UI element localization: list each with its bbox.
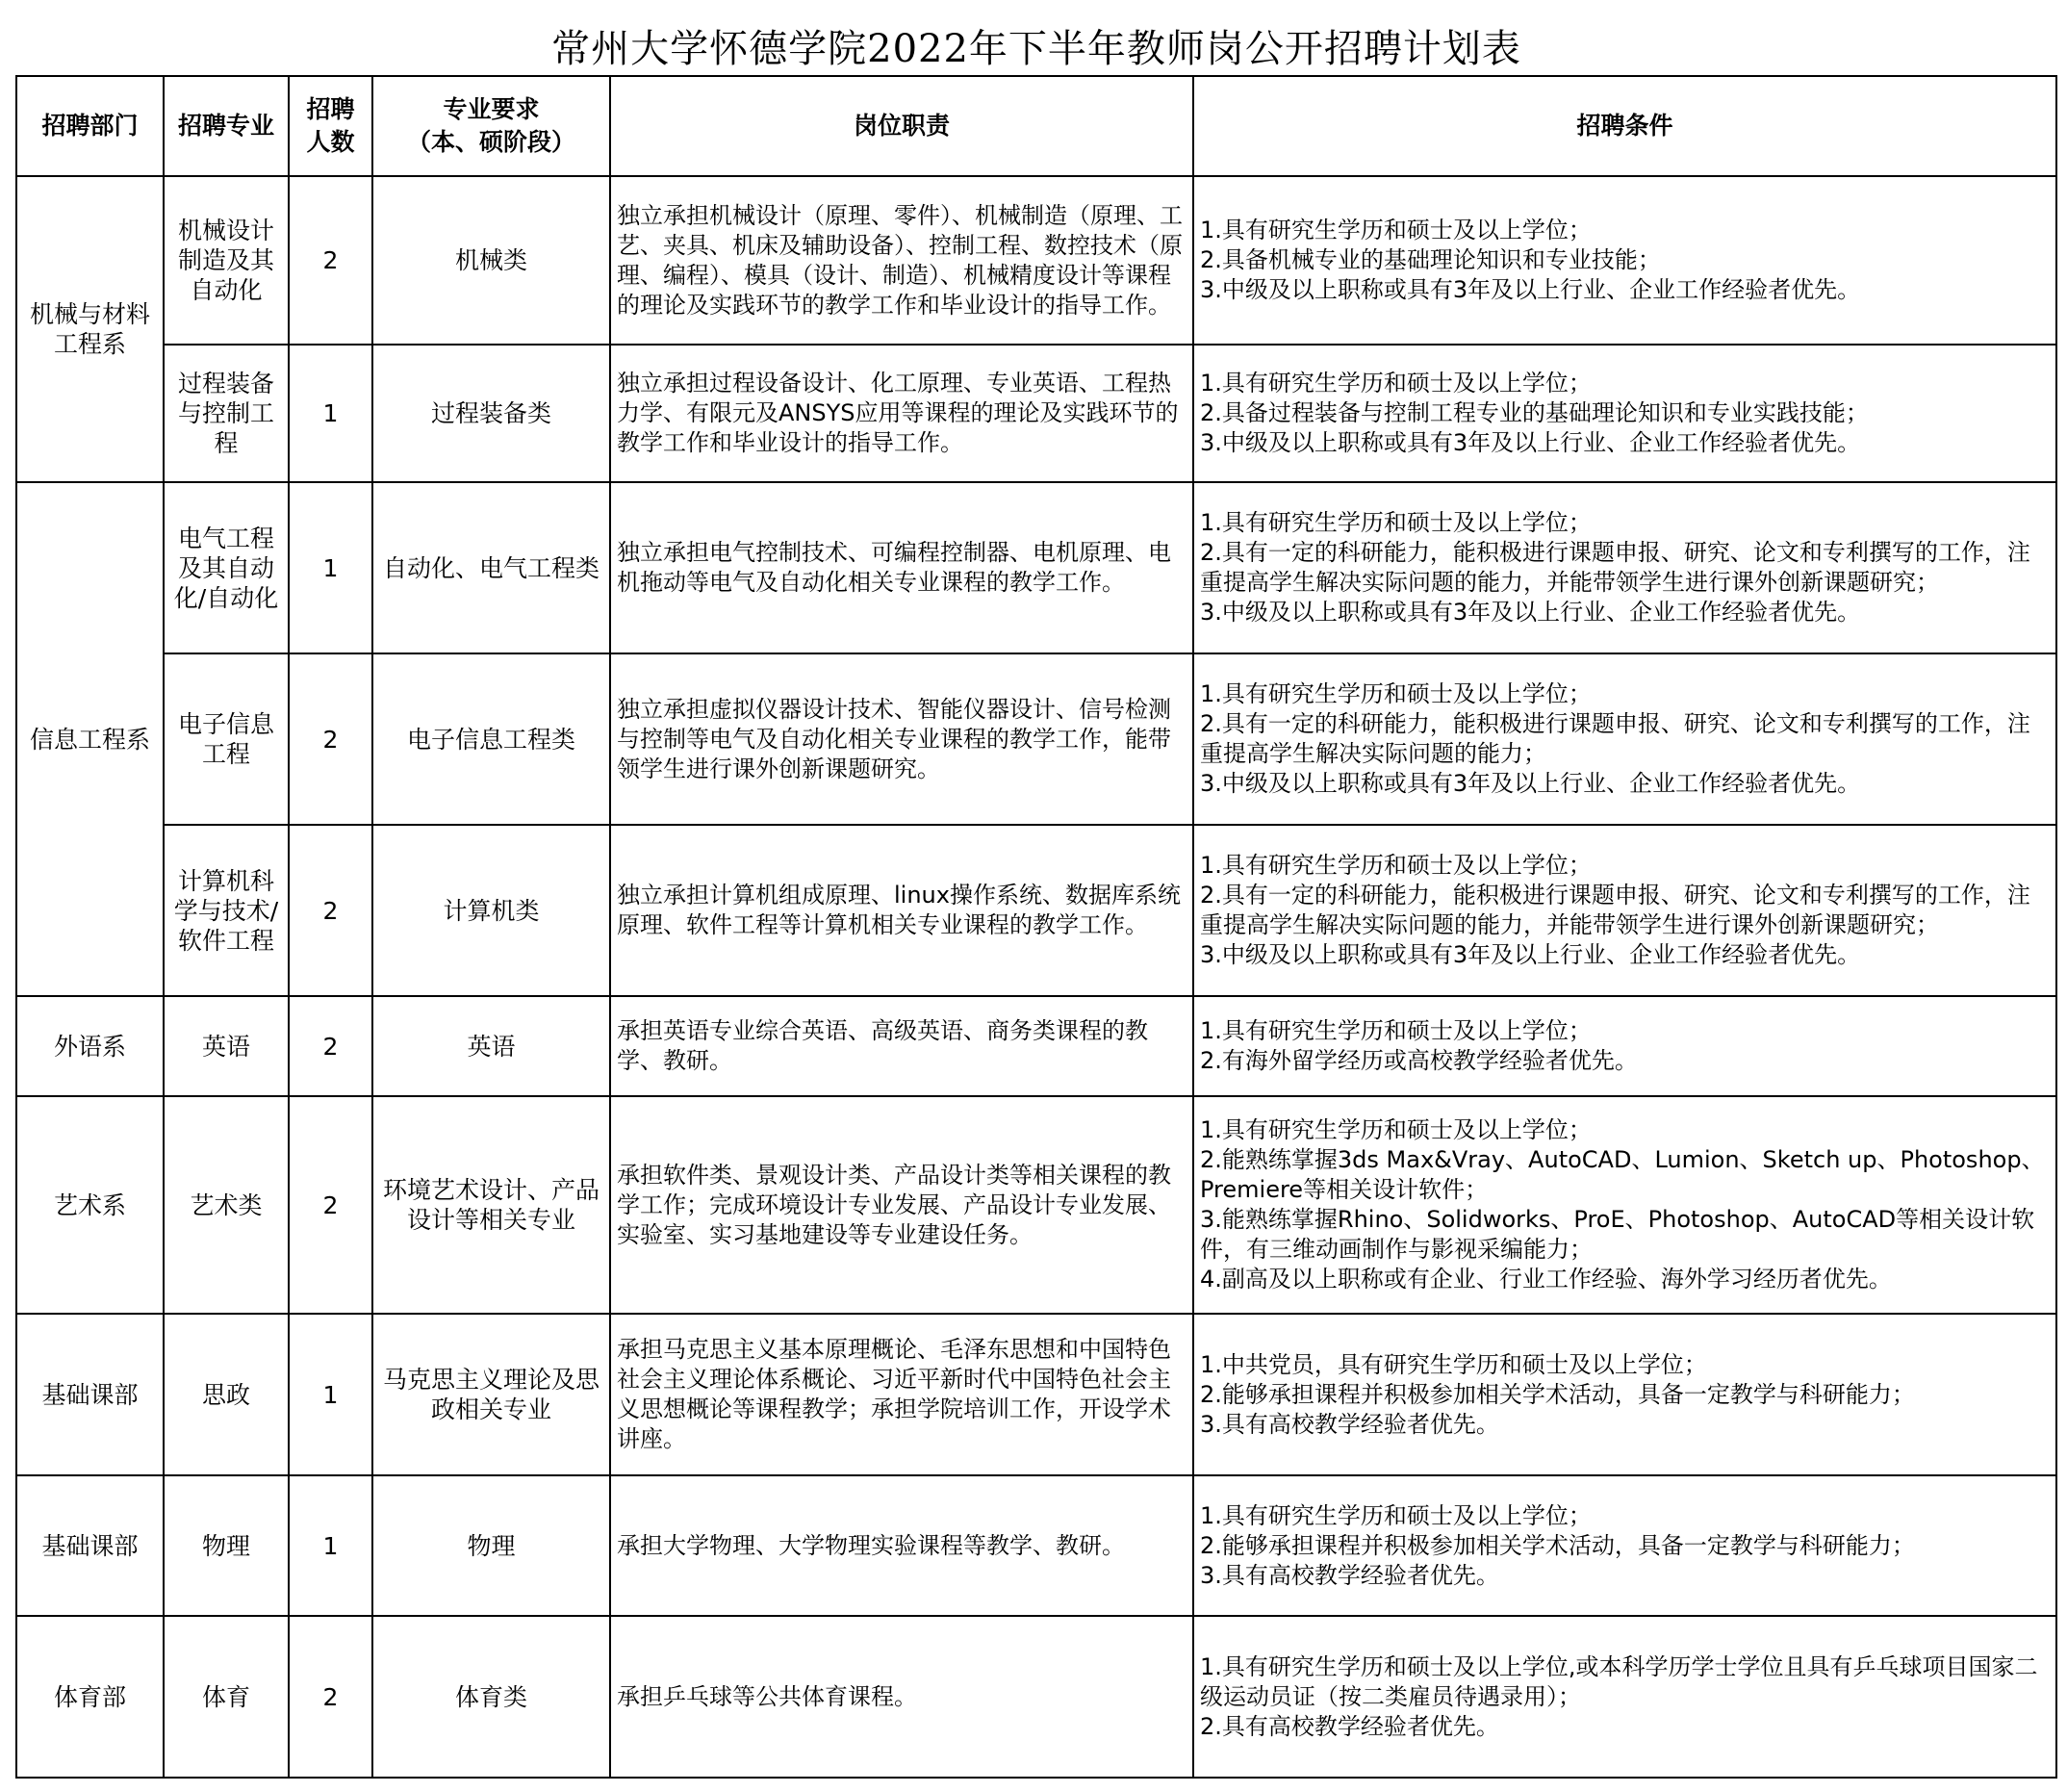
conditions-cell [1193, 1616, 2056, 1778]
conditions-cell [1193, 1314, 2056, 1475]
major-cell: 物理 [164, 1475, 289, 1616]
major-cell: 机械设计 制造及其 自动化 [164, 176, 289, 345]
requirement-cell: 马克思主义理论及思政相关专业 [372, 1314, 610, 1475]
major-cell: 艺术类 [164, 1096, 289, 1314]
condition-item: 3.中级及以上职称或具有3年及以上行业、企业工作经验者优先。 [1200, 429, 1861, 456]
condition-item: 4.副高及以上职称或有企业、行业工作经验、海外学习经历者优先。 [1200, 1266, 1892, 1293]
condition-item: 3.中级及以上职称或具有3年及以上行业、企业工作经验者优先。 [1200, 770, 1861, 797]
major-cell: 电气工程 及其自动 化/自动化 [164, 482, 289, 653]
duty-cell: 承担软件类、景观设计类、产品设计类等相关课程的教学工作；完成环境设计专业发展、产品设计专业发展、实验室、实习基地建设等专业建设任务。 [610, 1096, 1193, 1314]
header-duty: 岗位职责 [610, 76, 1193, 176]
condition-item: 3.中级及以上职称或具有3年及以上行业、企业工作经验者优先。 [1200, 276, 1861, 303]
table-row [16, 1314, 2056, 1475]
table-row [16, 1616, 2056, 1778]
header-conditions: 招聘条件 [1193, 76, 2056, 176]
count-cell: 2 [289, 825, 372, 996]
table-row [16, 482, 2056, 653]
condition-item: 1.具有研究生学历和硕士及以上学位； [1200, 680, 1592, 707]
condition-item: 1.具有研究生学历和硕士及以上学位； [1200, 217, 1592, 243]
requirement-cell: 计算机类 [372, 825, 610, 996]
conditions-cell [1193, 1096, 2056, 1314]
requirement-cell: 英语 [372, 996, 610, 1096]
table-row [16, 1475, 2056, 1616]
duty-cell: 承担大学物理、大学物理实验课程等教学、教研。 [610, 1475, 1193, 1616]
count-cell: 2 [289, 653, 372, 825]
major-cell: 计算机科 学与技术/ 软件工程 [164, 825, 289, 996]
header-count: 招聘 人数 [289, 76, 372, 176]
count-cell: 1 [289, 482, 372, 653]
duty-cell: 独立承担电气控制技术、可编程控制器、电机原理、电机拖动等电气及自动化相关专业课程的教学工作。 [610, 482, 1193, 653]
condition-item: 3.具有高校教学经验者优先。 [1200, 1410, 1499, 1438]
requirement-cell: 机械类 [372, 176, 610, 345]
duty-cell: 承担乒乓球等公共体育课程。 [610, 1616, 1193, 1778]
header-major: 招聘专业 [164, 76, 289, 176]
duty-cell: 承担马克思主义基本原理概论、毛泽东思想和中国特色社会主义理论体系概论、习近平新时代中国特色社会主义思想概论等课程教学；承担学院培训工作，开设学术讲座。 [610, 1314, 1193, 1475]
count-cell: 2 [289, 176, 372, 345]
requirement-cell: 电子信息工程类 [372, 653, 610, 825]
header-requirement: 专业要求 （本、硕阶段） [372, 76, 610, 176]
condition-item: 1.具有研究生学历和硕士及以上学位； [1200, 370, 1592, 397]
dept-cell: 基础课部 [16, 1475, 164, 1616]
requirement-cell: 体育类 [372, 1616, 610, 1778]
table-row [16, 345, 2056, 482]
condition-item: 1.具有研究生学历和硕士及以上学位； [1200, 1017, 1592, 1044]
header-dept: 招聘部门 [16, 76, 164, 176]
table-row [16, 653, 2056, 825]
requirement-cell: 过程装备类 [372, 345, 610, 482]
conditions-cell [1193, 653, 2056, 825]
conditions-cell [1193, 482, 2056, 653]
count-cell: 1 [289, 1475, 372, 1616]
major-cell: 体育 [164, 1616, 289, 1778]
major-cell: 英语 [164, 996, 289, 1096]
duty-cell: 承担英语专业综合英语、高级英语、商务类课程的教学、教研。 [610, 996, 1193, 1096]
condition-item: 3.能熟练掌握Rhino、Solidworks、ProE、Photoshop、AutoCAD等相关设计软件，有三维动画制作与影视采编能力； [1200, 1206, 2035, 1263]
condition-item: 1.具有研究生学历和硕士及以上学位； [1200, 852, 1592, 879]
major-cell: 电子信息 工程 [164, 653, 289, 825]
recruitment-table [15, 15, 2057, 1779]
major-cell: 过程装备 与控制工 程 [164, 345, 289, 482]
conditions-cell [1193, 825, 2056, 996]
duty-cell: 独立承担虚拟仪器设计技术、智能仪器设计、信号检测与控制等电气及自动化相关专业课程的教学工作，能带领学生进行课外创新课题研究。 [610, 653, 1193, 825]
condition-item: 2.具备过程装备与控制工程专业的基础理论知识和专业实践技能； [1200, 399, 1869, 426]
dept-cell: 基础课部 [16, 1314, 164, 1475]
table-row [16, 825, 2056, 996]
dept-cell: 艺术系 [16, 1096, 164, 1314]
major-cell: 思政 [164, 1314, 289, 1475]
count-cell: 2 [289, 1096, 372, 1314]
dept-cell: 信息工程系 [16, 482, 164, 996]
condition-item: 2.能够承担课程并积极参加相关学术活动，具备一定教学与科研能力； [1200, 1531, 1915, 1559]
condition-item: 2.具有一定的科研能力，能积极进行课题申报、研究、论文和专利撰写的工作，注重提高学生解决实际问题的能力，并能带领学生进行课外创新课题研究； [1200, 882, 2030, 938]
dept-cell: 机械与材料 工程系 [16, 176, 164, 482]
condition-item: 1.具有研究生学历和硕士及以上学位； [1200, 509, 1592, 536]
table-row [16, 176, 2056, 345]
condition-item: 2.具有一定的科研能力，能积极进行课题申报、研究、论文和专利撰写的工作，注重提高学生解决实际问题的能力； [1200, 710, 2030, 767]
condition-item: 2.具备机械专业的基础理论知识和专业技能； [1200, 246, 1661, 273]
condition-item: 2.具有高校教学经验者优先。 [1200, 1712, 1499, 1740]
condition-item: 3.具有高校教学经验者优先。 [1200, 1561, 1499, 1589]
condition-item: 3.中级及以上职称或具有3年及以上行业、企业工作经验者优先。 [1200, 941, 1861, 968]
duty-cell: 独立承担过程设备设计、化工原理、专业英语、工程热力学、有限元及ANSYS应用等课程的理论及实践环节的教学工作和毕业设计的指导工作。 [610, 345, 1193, 482]
dept-cell: 外语系 [16, 996, 164, 1096]
condition-item: 2.能熟练掌握3ds Max&Vray、AutoCAD、Lumion、Sketch up、Photoshop、Premiere等相关设计软件； [1200, 1146, 2045, 1203]
requirement-cell: 自动化、电气工程类 [372, 482, 610, 653]
recruitment-sheet [15, 15, 2055, 1779]
page-title: 常州大学怀德学院2022年下半年教师岗公开招聘计划表 [16, 15, 2056, 76]
duty-cell: 独立承担机械设计（原理、零件）、机械制造（原理、工艺、夹具、机床及辅助设备）、控制工程、数控技术（原理、编程）、模具（设计、制造）、机械精度设计等课程的理论及实践环节的教学工作和毕业设计的指导工作。 [610, 176, 1193, 345]
dept-cell: 体育部 [16, 1616, 164, 1778]
requirement-cell: 环境艺术设计、产品设计等相关专业 [372, 1096, 610, 1314]
condition-item: 3.中级及以上职称或具有3年及以上行业、企业工作经验者优先。 [1200, 599, 1861, 626]
condition-item: 1.具有研究生学历和硕士及以上学位,或本科学历学士学位且具有乒乓球项目国家二级运动员证（按二类雇员待遇录用）； [1200, 1652, 2038, 1710]
table-row [16, 996, 2056, 1096]
conditions-cell [1193, 1475, 2056, 1616]
conditions-cell [1193, 345, 2056, 482]
duty-cell: 独立承担计算机组成原理、linux操作系统、数据库系统原理、软件工程等计算机相关专业课程的教学工作。 [610, 825, 1193, 996]
condition-item: 2.具有一定的科研能力，能积极进行课题申报、研究、论文和专利撰写的工作，注重提高学生解决实际问题的能力，并能带领学生进行课外创新课题研究； [1200, 539, 2030, 596]
condition-item: 2.有海外留学经历或高校教学经验者优先。 [1200, 1047, 1638, 1074]
requirement-cell: 物理 [372, 1475, 610, 1616]
count-cell: 1 [289, 345, 372, 482]
table-row [16, 1096, 2056, 1314]
count-cell: 1 [289, 1314, 372, 1475]
count-cell: 2 [289, 1616, 372, 1778]
condition-item: 1.具有研究生学历和硕士及以上学位； [1200, 1501, 1592, 1529]
conditions-cell [1193, 176, 2056, 345]
condition-item: 2.能够承担课程并积极参加相关学术活动，具备一定教学与科研能力； [1200, 1380, 1915, 1408]
condition-item: 1.中共党员，具有研究生学历和硕士及以上学位； [1200, 1350, 1707, 1378]
conditions-cell [1193, 996, 2056, 1096]
header-row [16, 76, 2056, 176]
condition-item: 1.具有研究生学历和硕士及以上学位； [1200, 1116, 1592, 1143]
count-cell: 2 [289, 996, 372, 1096]
